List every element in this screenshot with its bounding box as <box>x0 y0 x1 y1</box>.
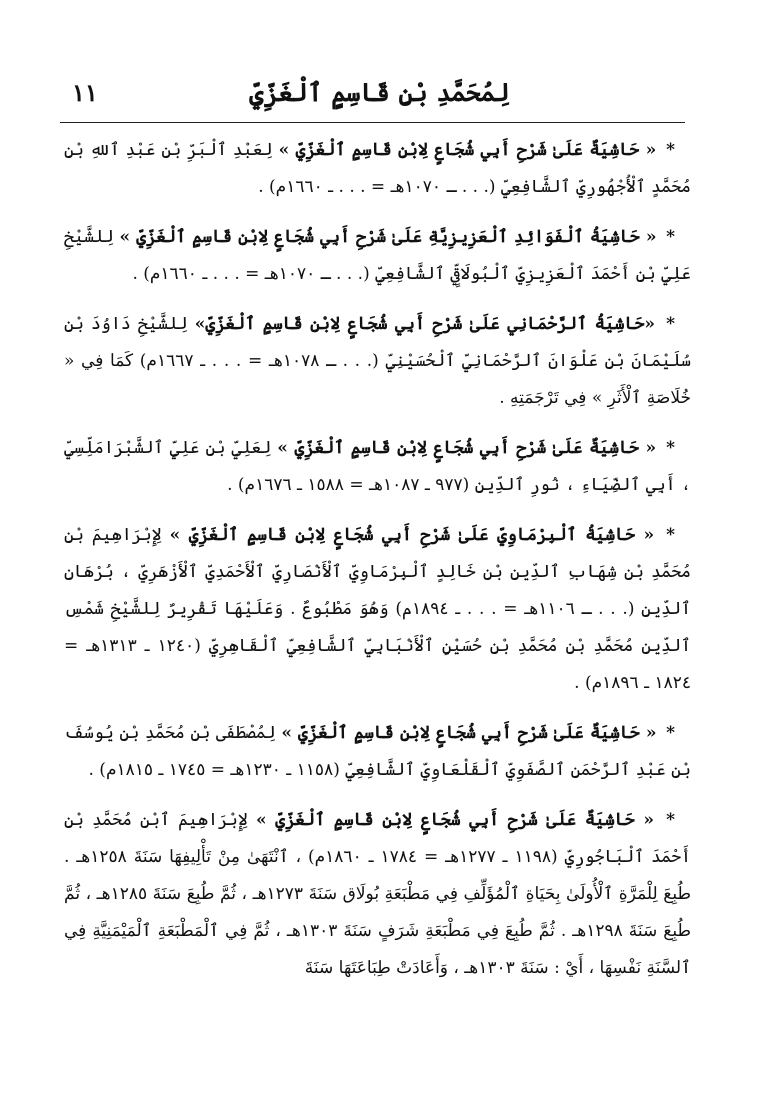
bibliography-entry <box>64 715 691 789</box>
entry-bullet: * <box>666 723 675 743</box>
bibliography-entry <box>64 802 691 987</box>
running-title: لِمُحَمَّدِ بْنِ قَاسِمٍ ٱلْغَزِّيِّ <box>249 78 510 107</box>
bibliography-entry <box>64 306 691 417</box>
entry-title: « حَاشِيَةُ ٱلْفَوَائِدِ ٱلْعَزِيزِيَّةِ عَلَىٰ شَرْحِ أَبِي شُجَاعٍ لِابْنِ قَاسِمٍ ٱلْغَزِّيِّ » <box>119 227 657 247</box>
entry-text: لِلشَّيْخِ دَاوُدَ بْنِ سُلَيْمَانَ بْنِ عَلْوَانَ ٱلرَّحْمَانِيِّ ٱلْحُسَيْنِيِّ (. . . ـ ١٠٧٨هـ = . . . ـ ١٦٦٧م) كَمَا فِي « خُلَاصَةِ ٱلْأَثَرِ » فِي تَرْجَمَتِهِ . <box>64 314 691 408</box>
entry-title: « حَاشِيَةٌ عَلَىٰ شَرْحِ أَبِي شُجَاعٍ لِابْنِ قَاسِمٍ ٱلْغَزِّيِّ » <box>281 723 657 743</box>
entry-text: لِعَلِيِّ بْنِ عَلِيٍّ ٱلشَّبْرَامَلِّسِيِّ ، أَبِي ٱلضِّيَاءِ ، نُورِ ٱلدِّينِ (٩٧٧ ـ ١٠٨٧هـ = ١٥٨٨ ـ ١٦٧٦م) . <box>64 438 691 495</box>
entry-title: «حَاشِيَةُ ٱلرَّحْمَانِي عَلَىٰ شَرْحِ أَبِي شُجَاعٍ لِابْنِ قَاسِمٍ ٱلْغَزِّيِّ» <box>194 314 656 334</box>
entry-title: « حَاشِيَةٌ عَلَىٰ شَرْحِ أَبِي شُجَاعٍ لِابْنِ قَاسِمٍ ٱلْغَزِّيِّ » <box>255 810 654 830</box>
page-number: ١١ <box>72 78 98 107</box>
page-body <box>64 132 691 1000</box>
bibliography-entry <box>64 132 691 206</box>
entry-text: لِإِبْرَاهِيمَ ٱبْنِ مُحَمَّدِ بْنِ أَحْمَدَ ٱلْبَاجُورِيِّ (١١٩٨ ـ ١٢٧٧هـ = ١٧٨٤ ـ ١٨٦٠م) ، ٱنْتَهَىٰ مِنْ تَأْلِيفِهَا سَنَةَ ١٢٥٨هـ . طُبِعَ لِلْمَرَّةِ ٱلْأُولَىٰ بِحَيَاةِ ٱلْمُؤَلِّفِ فِي مَطْبَعَةِ بُولَاق سَنَةَ ١٢٧٣هـ ، ثُمَّ طُبِعَ سَنَةَ ١٢٨٥هـ ، ثُمَّ طُبِعَ سَنَةَ ١٢٩٨هـ . ثُمَّ طُبِعَ فِي مَطْبَعَةِ شَرَفٍ سَنَةَ ١٣٠٣هـ ، ثُمَّ فِي ٱلْمَطْبَعَةِ ٱلْمَيْمَنِيَّةِ فِي ٱلسَّنَةِ نَفْسِهَا ، أَيْ : سَنَةَ ١٣٠٣هـ ، وَأَعَادَتْ طِبَاعَتَهَا سَنَةَ <box>64 810 691 978</box>
entry-bullet: * <box>666 227 675 247</box>
entry-title: « حَاشِيَةٌ عَلَىٰ شَرْحِ أَبِي شُجَاعٍ لِابْنِ قَاسِمٍ ٱلْغَزِّيِّ » <box>277 438 657 458</box>
entry-bullet: * <box>666 140 675 160</box>
entry-bullet: * <box>666 810 676 830</box>
page-header <box>72 74 687 120</box>
entry-title: « حَاشِيَةُ ٱلْبِرْمَاوِيِّ عَلَىٰ شَرْحِ أَبِي شُجَاعٍ لِابْنِ قَاسِمٍ ٱلْغَزِّيِّ » <box>169 525 655 545</box>
bibliography-entry <box>64 219 691 293</box>
entry-bullet: * <box>666 525 676 545</box>
entry-text: لِمُصْطَفَى بْنِ مُحَمَّدِ بْنِ يُوسُفَ بْنِ عَبْدِ ٱلرَّحْمَنِ ٱلصَّفَوِيِّ ٱلْقَلْعَاوِيِّ ٱلشَّافِعِيِّ (١١٥٨ ـ ١٢٣٠هـ = ١٧٤٥ ـ ١٨١٥م) . <box>64 723 691 780</box>
entry-bullet: * <box>666 438 675 458</box>
entry-title: « حَاشِيَةٌ عَلَىٰ شَرْحِ أَبِي شُجَاعٍ لِابْنِ قَاسِمٍ ٱلْغَزِّيِّ » <box>278 140 657 160</box>
entry-text: لِعَبْدِ ٱلْبَرِّ بْنِ عَبْدِ ٱللهِ بْنِ مُحَمَّدٍ ٱلْأُجْهُورِيِّ ٱلشَّافِعِيِّ (. . . ـ ١٠٧٠هـ = . . . ـ ١٦٦٠م) . <box>64 140 691 197</box>
entry-text: لِإِبْرَاهِيمَ بْنِ مُحَمَّدِ بْنِ شِهَابِ ٱلدِّينِ بْنِ خَالِدٍ ٱلْبِرْمَاوِيِّ ٱلْأَنْصَارِيِّ ٱلْأَحْمَدِيِّ ٱلْأَزْهَرِيِّ ، بُرْهَانِ ٱلدِّينِ (. . . ـ ١١٠٦هـ = . . . ـ ١٨٩٤م) وَهُوَ مَطْبُوعٌ . وَعَلَيْهَا تَقْرِيرٌ لِلشَّيْخِ شَمْسِ ٱلدِّينِ مُحَمَّدِ بْنِ مُحَمَّدِ بْنِ حُسَيْنٍ ٱلْأَنْبَابِيِّ ٱلشَّافِعِيِّ ٱلْقَاهِرِيِّ (١٢٤٠ ـ ١٣١٣هـ = ١٨٢٤ ـ ١٨٩٦م) . <box>64 525 691 693</box>
header-divider <box>60 122 685 123</box>
bibliography-entry <box>64 430 691 504</box>
bibliography-entry <box>64 517 691 702</box>
entry-text: لِلشَّيْخِ عَلِيِّ بْنِ أَحْمَدَ ٱلْعَزِيزِيِّ ٱلْبُولَاقِيِّ ٱلشَّافِعِيِّ (. . . ـ ١٠٧٠هـ = . . . ـ ١٦٦٠م) . <box>64 227 691 284</box>
entry-bullet: * <box>666 314 676 334</box>
